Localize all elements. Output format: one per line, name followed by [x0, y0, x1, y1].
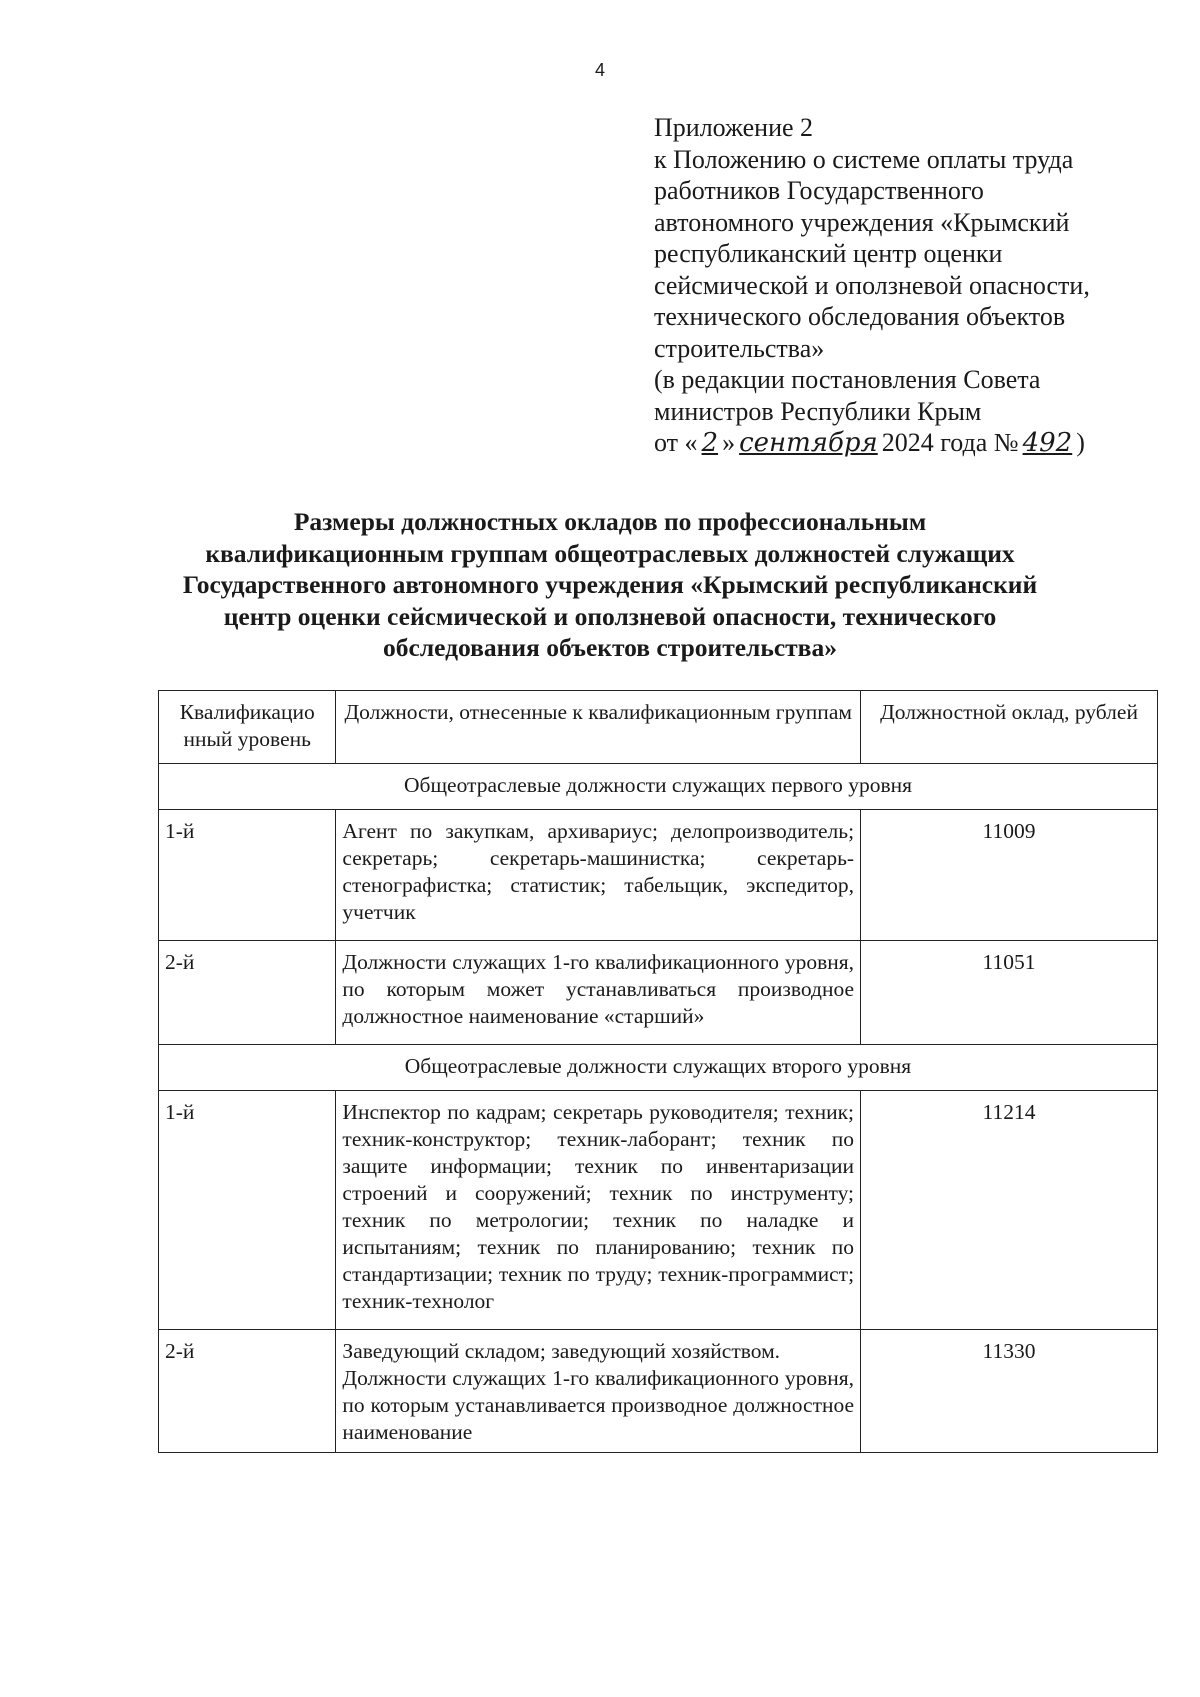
date-prefix: от « — [654, 428, 698, 457]
handwritten-month: сентября — [739, 428, 878, 458]
appendix-header — [654, 112, 1174, 460]
group-row — [159, 764, 1158, 810]
title-line: квалификационным группам общеотраслевых должностей служащих — [205, 538, 1015, 568]
appendix-date-line — [654, 427, 1174, 460]
positions-cell — [336, 1330, 861, 1453]
date-mid: » — [722, 428, 736, 457]
positions-line: Заведующий складом; заведующий хозяйством. — [342, 1339, 781, 1363]
appendix-line: работников Государственного — [654, 176, 984, 205]
appendix-line: республиканский центр оценки — [654, 239, 1003, 268]
table-row — [159, 1330, 1158, 1453]
appendix-line: строительства» — [654, 333, 825, 363]
appendix-line: (в редакции постановления Совета — [654, 365, 1041, 394]
title-line: Государственного автономного учреждения «Крымский республиканский — [182, 570, 1038, 599]
group-title: Общеотраслевые должности служащих второго уровня — [159, 1045, 1158, 1091]
appendix-line: технического обследования объектов — [654, 302, 1066, 331]
level-cell: 1-й — [159, 810, 336, 941]
salary-cell: 11330 — [861, 1330, 1158, 1453]
appendix-line: автономного учреждения «Крымский — [654, 207, 1070, 237]
handwritten-day: 2 — [701, 428, 719, 458]
level-cell: 2-й — [159, 1330, 336, 1453]
positions-cell: Агент по закупкам, архивариус; делопроизводитель; секретарь; секретарь-машинистка; секретарь-стенографистка; статистик; табельщик, экспедитор, учетчик — [336, 810, 861, 941]
appendix-line: Приложение 2 — [654, 113, 814, 142]
title-line: обследования объектов строительства» — [383, 633, 837, 662]
table-row — [159, 1091, 1158, 1330]
level-cell: 1-й — [159, 1091, 336, 1330]
level-cell: 2-й — [159, 941, 336, 1045]
table-row — [159, 941, 1158, 1045]
salary-cell: 11051 — [861, 941, 1158, 1045]
group-title: Общеотраслевые должности служащих первого уровня — [159, 764, 1158, 810]
table-row — [159, 810, 1158, 941]
positions-cell: Инспектор по кадрам; секретарь руководителя; техник; техник-конструктор; техник-лаборант; техник по защите информации; техник по инвентаризации строений и сооружений; техник по инструменту; техник по метрологии; техник по наладке и испытаниям; техник по планированию; техник по стандартизации; техник по труду; техник-программист; техник-технолог — [336, 1091, 861, 1330]
date-year: 2024 года № — [881, 428, 1019, 457]
document-title — [140, 506, 1080, 664]
page-number: 4 — [594, 60, 605, 80]
group-row — [159, 1045, 1158, 1091]
appendix-line: к Положению о системе оплаты труда — [654, 144, 1074, 174]
positions-line: Должности служащих 1-го квалификационного уровня, по которым устанавливается производное должностное наименование — [342, 1366, 855, 1444]
header-salary: Должностной оклад, рублей — [861, 691, 1158, 764]
appendix-line: министров Республики Крым — [654, 396, 982, 426]
table-header-row — [159, 691, 1158, 764]
date-suffix: ) — [1076, 428, 1085, 457]
positions-cell: Должности служащих 1-го квалификационного уровня, по которым может устанавливаться производное должностное наименование «старший» — [336, 941, 861, 1045]
salary-table — [158, 690, 1158, 1453]
header-positions: Должности, отнесенные к квалификационным группам — [336, 691, 861, 764]
title-line: центр оценки сейсмической и оползневой опасности, технического — [223, 601, 997, 631]
salary-cell: 11214 — [861, 1091, 1158, 1330]
handwritten-number: 492 — [1022, 428, 1073, 458]
salary-cell: 11009 — [861, 810, 1158, 941]
header-qualification-level: Квалификацио нный уровень — [159, 691, 336, 764]
appendix-line: сейсмической и оползневой опасности, — [654, 270, 1090, 300]
title-line: Размеры должностных окладов по профессиональным — [293, 507, 927, 536]
